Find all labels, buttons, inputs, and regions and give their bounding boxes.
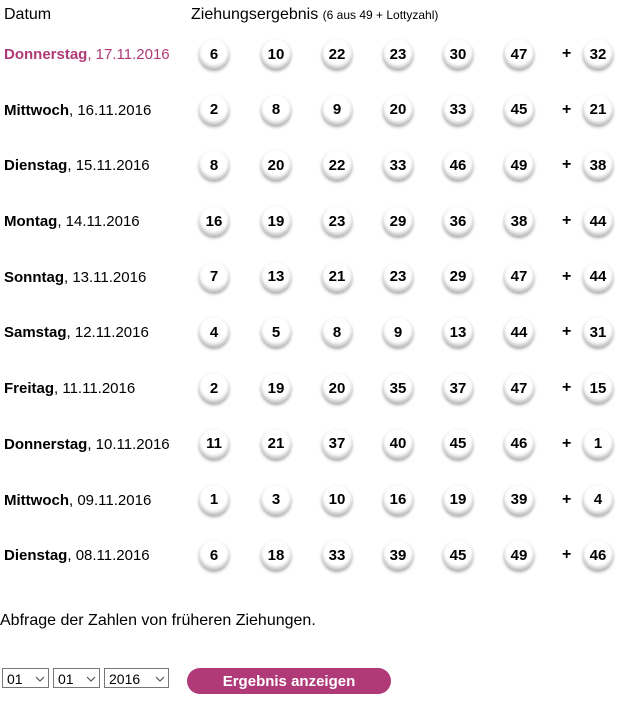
lotto-ball: 44 [504,317,534,347]
lotto-ball: 38 [504,206,534,236]
draw-date [4,157,150,174]
lotto-ball: 2 [199,95,229,125]
lotto-ball: 16 [199,206,229,236]
draw-date [4,492,151,509]
lotto-ball: 8 [322,317,352,347]
lotto-ball: 10 [322,485,352,515]
month-select[interactable] [53,668,100,688]
lotto-ball: 19 [261,206,291,236]
draw-date [4,436,170,453]
lotto-ball: 37 [322,429,352,459]
lotto-ball: 3 [261,485,291,515]
show-results-button[interactable]: Ergebnis anzeigen [187,668,391,694]
extra-number-ball: 38 [583,150,613,180]
draw-date [4,324,149,341]
lotto-ball: 45 [504,95,534,125]
lotto-ball: 46 [443,150,473,180]
draw-date [4,213,140,230]
plus-sign: + [562,267,572,285]
plus-sign: + [562,323,572,341]
draw-row [0,476,636,532]
lotto-ball: 37 [443,373,473,403]
plus-sign: + [562,546,572,564]
lotto-ball: 6 [199,540,229,570]
result-column-title: Ziehungsergebnis [191,6,319,23]
lotto-ball: 33 [383,150,413,180]
month-select-value: 01 [58,671,74,687]
plus-sign: + [562,212,572,230]
plus-sign: + [562,156,572,174]
lotto-ball: 10 [261,39,291,69]
lotto-ball: 9 [383,317,413,347]
lotto-ball: 13 [443,317,473,347]
lotto-ball: 20 [322,373,352,403]
lotto-ball: 1 [199,485,229,515]
lotto-ball: 13 [261,262,291,292]
draw-date-value: , 17.11.2016 [87,46,170,63]
draw-row [0,30,636,86]
extra-number-ball: 21 [583,95,613,125]
draw-weekday: Dienstag [4,157,68,175]
chevron-down-icon [155,674,165,684]
lotto-ball: 23 [383,39,413,69]
lotto-ball: 22 [322,39,352,69]
draw-row [0,531,636,587]
draw-weekday: Freitag [4,380,55,398]
lotto-ball: 29 [443,262,473,292]
draw-date-value: , 12.11.2016 [66,324,149,342]
lotto-ball: 8 [199,150,229,180]
draw-row [0,420,636,476]
day-select-value: 01 [7,671,23,687]
extra-number-ball: 44 [583,262,613,292]
draw-weekday: Dienstag [4,547,68,565]
lotto-ball: 39 [504,485,534,515]
extra-number-ball: 32 [583,39,613,69]
lotto-ball: 23 [322,206,352,236]
extra-number-ball: 31 [583,317,613,347]
lotto-ball: 4 [199,317,229,347]
lotto-ball: 19 [443,485,473,515]
lotto-ball: 20 [261,150,291,180]
plus-sign: + [562,45,572,62]
draw-date-value: , 10.11.2016 [87,435,170,453]
chevron-down-icon [86,674,96,684]
extra-number-ball: 1 [583,429,613,459]
result-column-subtitle: (6 aus 49 + Lottyzahl) [322,8,439,22]
draw-weekday: Donnerstag [4,435,88,453]
draw-row [0,364,636,420]
draw-date-value: , 15.11.2016 [67,157,150,175]
lotto-ball: 47 [504,39,534,69]
lotto-ball: 36 [443,206,473,236]
draw-row [0,86,636,142]
year-select[interactable] [104,668,169,688]
draw-date-value: , 09.11.2016 [69,491,152,509]
lotto-ball: 7 [199,262,229,292]
lotto-ball: 2 [199,373,229,403]
lotto-ball: 5 [261,317,291,347]
plus-sign: + [562,490,572,508]
table-header [0,4,636,28]
lotto-ball: 30 [443,39,473,69]
lotto-ball: 40 [383,429,413,459]
lotto-ball: 49 [504,150,534,180]
result-column-header [191,6,438,24]
lotto-ball: 45 [443,540,473,570]
lotto-ball: 11 [199,429,229,459]
draw-row [0,253,636,309]
extra-number-ball: 4 [583,485,613,515]
lotto-ball: 18 [261,540,291,570]
day-select[interactable] [2,668,49,688]
draw-date-value: , 14.11.2016 [57,213,140,231]
draw-weekday: Montag [4,213,58,231]
lotto-ball: 21 [322,262,352,292]
extra-number-ball: 15 [583,373,613,403]
draw-weekday: Mittwoch [4,491,69,509]
lotto-ball: 23 [383,262,413,292]
draw-date [4,269,146,286]
lotto-ball: 45 [443,429,473,459]
draw-date [4,46,170,63]
lotto-ball: 39 [383,540,413,570]
lotto-ball: 29 [383,206,413,236]
lotto-ball: 33 [322,540,352,570]
draw-row [0,308,636,364]
lotto-ball: 6 [199,39,229,69]
draw-results-list [0,30,636,587]
draw-date [4,380,135,397]
plus-sign: + [562,434,572,452]
plus-sign: + [562,379,572,397]
draw-weekday: Donnerstag [4,46,88,63]
draw-date-value: , 11.11.2016 [54,380,136,398]
date-column-header: Datum [4,6,52,23]
draw-weekday: Samstag [4,324,67,342]
draw-date [4,547,150,564]
draw-date-value: , 13.11.2016 [64,268,147,286]
lotto-ball: 16 [383,485,413,515]
query-description: Abfrage der Zahlen von früheren Ziehungen. [0,612,316,629]
lotto-ball: 46 [504,429,534,459]
draw-weekday: Sonntag [4,268,64,286]
year-select-value: 2016 [109,671,141,687]
plus-sign: + [562,100,572,118]
extra-number-ball: 44 [583,206,613,236]
lotto-ball: 47 [504,373,534,403]
lotto-ball: 33 [443,95,473,125]
lotto-ball: 8 [261,95,291,125]
draw-date-value: , 08.11.2016 [67,547,150,565]
chevron-down-icon [35,674,45,684]
draw-row [0,197,636,253]
lotto-ball: 35 [383,373,413,403]
draw-date-value: , 16.11.2016 [69,101,152,119]
lotto-ball: 20 [383,95,413,125]
lotto-ball: 22 [322,150,352,180]
lotto-ball: 21 [261,429,291,459]
lotto-ball: 49 [504,540,534,570]
lotto-ball: 47 [504,262,534,292]
draw-weekday: Mittwoch [4,101,69,119]
extra-number-ball: 46 [583,540,613,570]
lotto-ball: 19 [261,373,291,403]
lotto-ball: 9 [322,95,352,125]
draw-date [4,102,151,119]
draw-row [0,141,636,197]
